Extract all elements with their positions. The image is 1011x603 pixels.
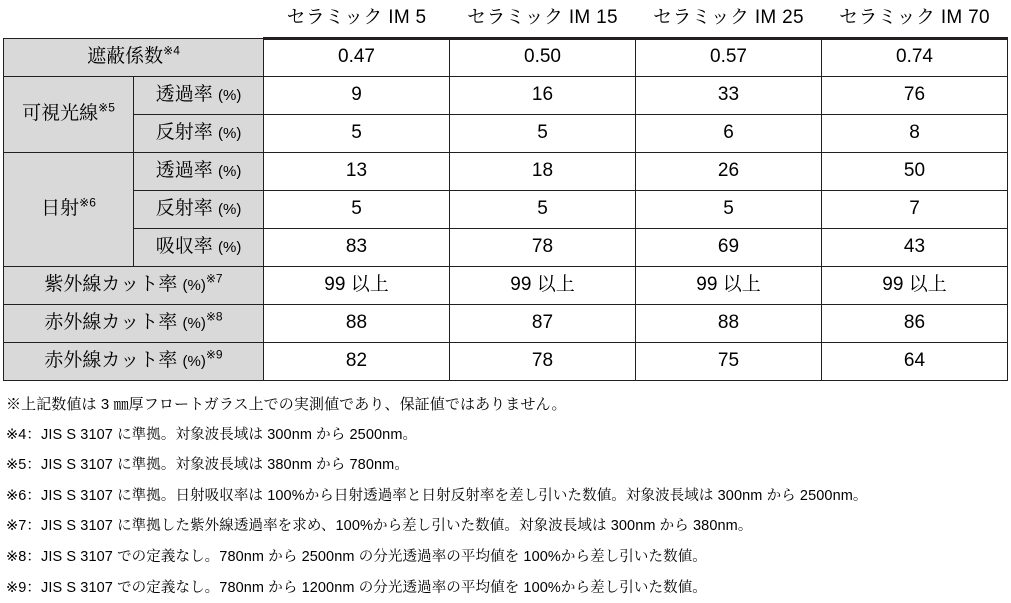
footnote-item: ※9：JIS S 3107 での定義なし。780nm から 1200nm の分光透過率の平均値を 100%から差し引いた数値。 bbox=[6, 579, 707, 596]
row-subheader-reflectance bbox=[134, 190, 264, 228]
cell-value: 99 以上 bbox=[264, 266, 450, 304]
cell-value: 78 bbox=[450, 228, 636, 266]
cell-value: 7 bbox=[822, 190, 1008, 228]
cell-value: 75 bbox=[636, 342, 822, 380]
column-header-im70: セラミック IM 70 bbox=[822, 0, 1008, 38]
row-label-note-ref: ※7 bbox=[205, 271, 223, 286]
cell-value: 88 bbox=[264, 304, 450, 342]
cell-value: 0.74 bbox=[822, 38, 1008, 76]
table-header-row bbox=[4, 0, 1008, 38]
row-unit-text: (%) bbox=[217, 238, 242, 256]
row-label-note-ref: ※5 bbox=[98, 100, 115, 115]
cell-value: 64 bbox=[822, 342, 1008, 380]
table-row bbox=[4, 266, 1008, 304]
row-header-shading-coefficient bbox=[4, 38, 264, 76]
row-sublabel-text: 透過率 bbox=[155, 159, 213, 181]
row-label-note-ref: ※4 bbox=[163, 43, 180, 58]
table-row bbox=[4, 38, 1008, 76]
cell-value: 6 bbox=[636, 114, 822, 152]
table-row bbox=[4, 342, 1008, 380]
cell-value: 8 bbox=[822, 114, 1008, 152]
table-row bbox=[4, 190, 1008, 228]
column-header-im25: セラミック IM 25 bbox=[636, 0, 822, 38]
row-label-text: 紫外線カット率 bbox=[44, 273, 178, 295]
cell-value: 33 bbox=[636, 76, 822, 114]
cell-value: 5 bbox=[264, 190, 450, 228]
row-header-visible-light bbox=[4, 76, 134, 152]
row-header-ir-cut-rate-9 bbox=[4, 342, 264, 380]
cell-value: 18 bbox=[450, 152, 636, 190]
table-row bbox=[4, 304, 1008, 342]
row-unit-text: (%) bbox=[217, 124, 242, 142]
footnote-item: ※6：JIS S 3107 に準拠。日射吸収率は 100%から日射透過率と日射反射率を差し引いた数値。対象波長域は 300nm から 2500nm。 bbox=[6, 487, 868, 504]
table-row bbox=[4, 114, 1008, 152]
cell-value: 99 以上 bbox=[822, 266, 1008, 304]
row-subheader-reflectance bbox=[134, 114, 264, 152]
row-unit-text: (%) bbox=[182, 352, 206, 370]
cell-value: 78 bbox=[450, 342, 636, 380]
column-header-im5: セラミック IM 5 bbox=[264, 0, 450, 38]
cell-value: 82 bbox=[264, 342, 450, 380]
row-sublabel-text: 透過率 bbox=[155, 83, 213, 105]
row-header-ir-cut-rate-8 bbox=[4, 304, 264, 342]
row-label-text: 遮蔽係数 bbox=[87, 45, 164, 67]
table-row bbox=[4, 76, 1008, 114]
cell-value: 26 bbox=[636, 152, 822, 190]
row-label-note-ref: ※8 bbox=[205, 309, 223, 324]
footnote-item: ※7：JIS S 3107 に準拠した紫外線透過率を求め、100%から差し引いた数値。対象波長域は 300nm から 380nm。 bbox=[6, 518, 753, 535]
row-header-uv-cut-rate bbox=[4, 266, 264, 304]
cell-value: 88 bbox=[636, 304, 822, 342]
cell-value: 16 bbox=[450, 76, 636, 114]
row-label-text: 赤外線カット率 bbox=[44, 349, 178, 371]
cell-value: 86 bbox=[822, 304, 1008, 342]
row-header-solar-radiation bbox=[4, 152, 134, 266]
row-subheader-transmittance bbox=[134, 76, 264, 114]
footnote-item: ※上記数値は 3 ㎜厚フロートガラス上での実測値であり、保証値ではありません。 bbox=[6, 395, 567, 413]
row-unit-text: (%) bbox=[217, 162, 242, 180]
cell-value: 87 bbox=[450, 304, 636, 342]
footnote-item: ※4：JIS S 3107 に準拠。対象波長域は 300nm から 2500nm。 bbox=[6, 426, 418, 443]
row-sublabel-text: 反射率 bbox=[155, 197, 213, 219]
cell-value: 0.47 bbox=[264, 38, 450, 76]
cell-value: 99 以上 bbox=[450, 266, 636, 304]
row-unit-text: (%) bbox=[217, 200, 242, 218]
row-sublabel-text: 吸収率 bbox=[155, 235, 213, 257]
row-sublabel-text: 反射率 bbox=[155, 121, 213, 143]
row-unit-text: (%) bbox=[182, 314, 206, 332]
footnotes bbox=[6, 395, 1001, 599]
row-subheader-transmittance bbox=[134, 152, 264, 190]
header-corner-cell bbox=[4, 0, 264, 38]
column-header-im15: セラミック IM 15 bbox=[450, 0, 636, 38]
row-label-note-ref: ※9 bbox=[205, 347, 223, 362]
cell-value: 76 bbox=[822, 76, 1008, 114]
cell-value: 9 bbox=[264, 76, 450, 114]
cell-value: 0.50 bbox=[450, 38, 636, 76]
row-unit-text: (%) bbox=[217, 86, 242, 104]
row-subheader-absorptance bbox=[134, 228, 264, 266]
cell-value: 0.57 bbox=[636, 38, 822, 76]
row-label-text: 赤外線カット率 bbox=[44, 311, 178, 333]
cell-value: 83 bbox=[264, 228, 450, 266]
row-label-text: 可視光線 bbox=[22, 102, 99, 124]
cell-value: 99 以上 bbox=[636, 266, 822, 304]
cell-value: 5 bbox=[450, 190, 636, 228]
cell-value: 43 bbox=[822, 228, 1008, 266]
cell-value: 13 bbox=[264, 152, 450, 190]
cell-value: 69 bbox=[636, 228, 822, 266]
cell-value: 5 bbox=[264, 114, 450, 152]
row-unit-text: (%) bbox=[182, 276, 206, 294]
specification-table bbox=[3, 0, 1008, 381]
row-label-note-ref: ※6 bbox=[79, 195, 96, 210]
cell-value: 5 bbox=[636, 190, 822, 228]
footnote-item: ※5：JIS S 3107 に準拠。対象波長域は 380nm から 780nm。 bbox=[6, 457, 409, 474]
table-row bbox=[4, 228, 1008, 266]
table-row bbox=[4, 152, 1008, 190]
cell-value: 5 bbox=[450, 114, 636, 152]
row-label-text: 日射 bbox=[41, 197, 80, 219]
footnote-item: ※8：JIS S 3107 での定義なし。780nm から 2500nm の分光透過率の平均値を 100%から差し引いた数値。 bbox=[6, 549, 707, 565]
cell-value: 50 bbox=[822, 152, 1008, 190]
